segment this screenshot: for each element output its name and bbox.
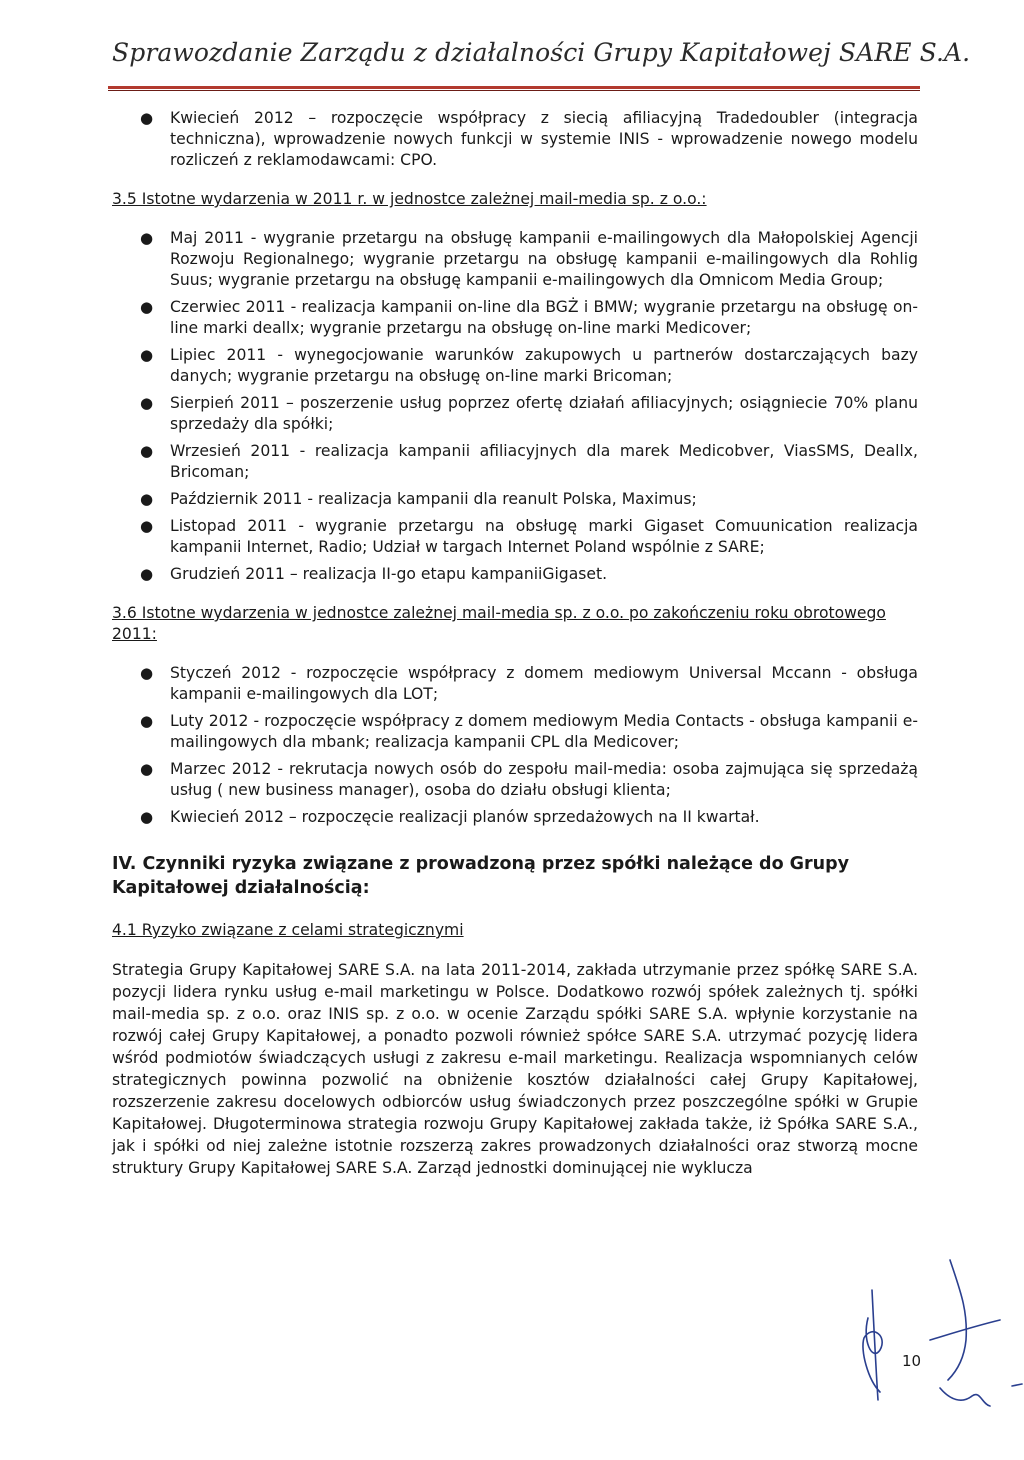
bullet-icon: ● <box>140 109 154 127</box>
list-item: ● Maj 2011 - wygranie przetargu na obsługę kampanii e-mailingowych dla Małopolskiej Agencji Rozwoju Regionalnego; wygranie przetargu na obsługę kampanii e-mailingowych dla Rohlig Suus; wygranie przetargu na obsługę kampanii e-mailingowych dla Omnicom Media Group; <box>140 229 918 289</box>
list-item: ● Kwiecień 2012 – rozpoczęcie realizacji planów sprzedażowych na II kwartał. <box>140 808 760 826</box>
section-4-1-paragraph: Strategia Grupy Kapitałowej SARE S.A. na lata 2011-2014, zakłada utrzymanie przez spółkę SARE S.A. pozycji lidera rynku usług e-mail marketingu w Polsce. Dodatkowo rozwój spółek zależnych tj. spółki mail-media sp. z o.o. oraz INIS sp. z o.o. w ocenie Zarządu spółki SARE S.A. wpłynie korzystanie na rozwój całej Grupy Kapitałowej, a ponadto pozwoli również spółce SARE S.A. utrzymać pozycję lidera wśród podmiotów świadczących usługi z zakresu e-mail marketingu. Realizacja wspomnianych celów strategicznych powinna pozwolić na obniżenie kosztów działalności całej Grupy Kapitałowej, rozszerzenie zakresu docelowych odbiorców usług świadczonych przez poszczególne spółki w Grupie Kapitałowej. Długoterminowa strategia rozwoju Grupy Kapitałowej zakłada także, iż Spółka SARE S.A., jak i spółki od niej zależne istotnie rozszerzą zakres prowadzonych działalności oraz stworzą mocne struktury Grupy Kapitałowej SARE S.A. Zarząd jednostki dominującej nie wyklucza <box>112 961 918 1177</box>
list-item: ● Grudzień 2011 – realizacja II-go etapu kampaniiGigaset. <box>140 565 608 583</box>
bullet-icon: ● <box>140 298 154 316</box>
list-item: ● Wrzesień 2011 - realizacja kampanii afiliacyjnych dla marek Medicobver, ViasSMS, Deallx, Bricoman; <box>140 442 918 481</box>
bullet-icon: ● <box>140 229 154 247</box>
list-item: ● Marzec 2012 - rekrutacja nowych osób do zespołu mail-media: osoba zajmująca się sprzedażą usług ( new business manager), osoba do działu obsługi klienta; <box>140 760 918 799</box>
list-item: ● Kwiecień 2012 – rozpoczęcie współpracy z siecią afiliacyjną Tradedoubler (integracja techniczna), wprowadzenie nowych funkcji w systemie INIS - wprowadzenie nowego modelu rozliczeń z reklamodawcami: CPO. <box>140 109 918 169</box>
section-3-6-list <box>112 663 918 828</box>
bullet-icon: ● <box>140 490 154 508</box>
section-3-6-heading: 3.6 Istotne wydarzenia w jednostce zależnej mail-media sp. z o.o. po zakończeniu roku obrotowego 2011: <box>112 604 886 643</box>
section-4-1-heading: 4.1 Ryzyko związane z celami strategicznymi <box>112 921 464 939</box>
bullet-icon: ● <box>140 760 154 778</box>
list-item: ● Luty 2012 - rozpoczęcie współpracy z domem mediowym Media Contacts - obsługa kampanii e-mailingowych dla mbank; realizacja kampanii CPL dla Medicover; <box>140 712 918 751</box>
chapter-iv-heading: IV. Czynniki ryzyka związane z prowadzoną przez spółki należące do Grupy Kapitałowej działalnością: <box>112 854 850 898</box>
bullet-icon: ● <box>140 517 154 535</box>
header-title: Sprawozdanie Zarządu z działalności Grupy Kapitałowej SARE S.A. <box>112 38 971 67</box>
bullet-icon: ● <box>140 442 154 460</box>
bullet-icon: ● <box>140 664 154 682</box>
bullet-icon: ● <box>140 394 154 412</box>
list-item: ● Styczeń 2012 - rozpoczęcie współpracy z domem mediowym Universal Mccann - obsługa kampanii e-mailingowych dla LOT; <box>140 664 918 703</box>
list-item: ● Październik 2011 - realizacja kampanii dla reanult Polska, Maximus; <box>140 490 697 508</box>
section-3-5-list <box>112 228 918 585</box>
list-item: ● Sierpień 2011 – poszerzenie usług poprzez ofertę działań afiliacyjnych; osiągniecie 70% planu sprzedaży dla spółki; <box>140 394 918 433</box>
list-item: ● Listopad 2011 - wygranie przetargu na obsługę marki Gigaset Comuunication realizacja kampanii Internet, Radio; Udział w targach Internet Poland wspólnie z SARE; <box>140 517 918 556</box>
bullet-icon: ● <box>140 808 154 826</box>
intro-bullet-list <box>112 108 918 171</box>
page-number: 10 <box>902 1352 922 1370</box>
header-rule-shadow <box>108 90 920 91</box>
bullet-icon: ● <box>140 712 154 730</box>
bullet-icon: ● <box>140 565 154 583</box>
section-3-5-heading: 3.5 Istotne wydarzenia w 2011 r. w jednostce zależnej mail-media sp. z o.o.: <box>112 190 707 208</box>
content <box>112 108 918 1179</box>
bullet-icon: ● <box>140 346 154 364</box>
list-item: ● Czerwiec 2011 - realizacja kampanii on-line dla BGŻ i BMW; wygranie przetargu na obsługę on-line marki deallx; wygranie przetargu na obsługę on-line marki Medicover; <box>140 298 918 337</box>
header-rule <box>108 86 920 89</box>
list-item: ● Lipiec 2011 - wynegocjowanie warunków zakupowych u partnerów dostarczających bazy danych; wygranie przetargu na obsługę on-line marki Bricoman; <box>140 346 918 385</box>
